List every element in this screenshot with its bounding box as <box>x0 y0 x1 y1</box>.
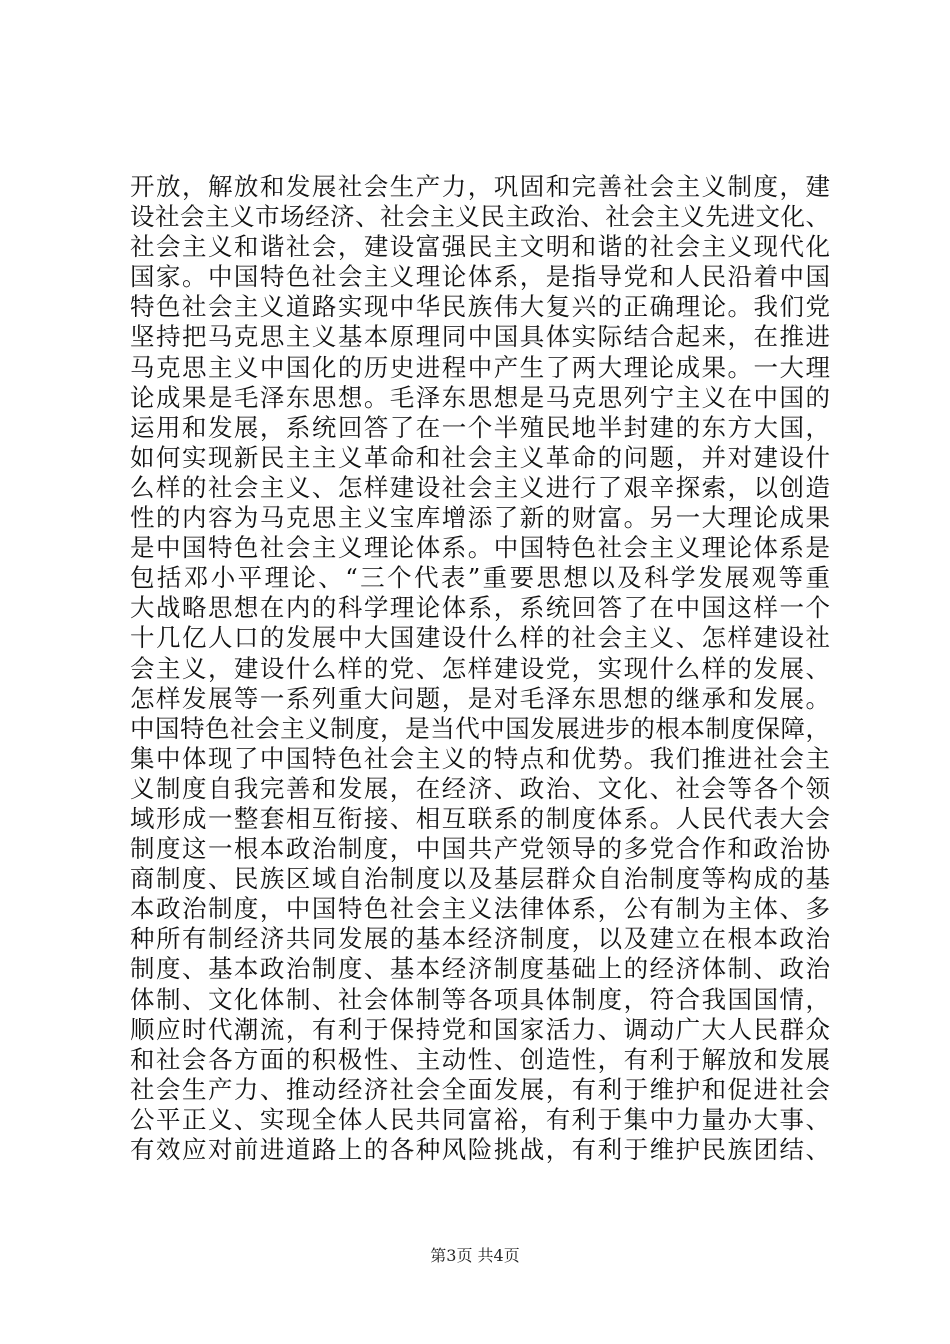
text-line: 包括邓小平理论、“三个代表”重要思想以及科学发展观等重 <box>130 563 830 593</box>
text-line: 本政治制度，中国特色社会主义法律体系，公有制为主体、多 <box>130 894 830 924</box>
text-line: 国家。中国特色社会主义理论体系，是指导党和人民沿着中国 <box>130 262 830 292</box>
text-line: 性的内容为马克思主义宝库增添了新的财富。另一大理论成果 <box>130 503 830 533</box>
text-line: 开放，解放和发展社会生产力，巩固和完善社会主义制度，建 <box>130 172 830 201</box>
text-line: 体制、文化体制、社会体制等各项具体制度，符合我国国情， <box>130 984 830 1014</box>
text-line: 公平正义、实现全体人民共同富裕，有利于集中力量办大事、 <box>130 1104 830 1134</box>
text-line: 制度这一根本政治制度，中国共产党领导的多党合作和政治协 <box>130 834 830 864</box>
text-line: 制度、基本政治制度、基本经济制度基础上的经济体制、政治 <box>130 954 830 984</box>
text-line: 和社会各方面的积极性、主动性、创造性，有利于解放和发展 <box>130 1044 830 1074</box>
page-footer: 第3页 共4页 <box>430 1246 520 1265</box>
text-line: 顺应时代潮流，有利于保持党和国家活力、调动广大人民群众 <box>130 1014 830 1044</box>
text-line: 集中体现了中国特色社会主义的特点和优势。我们推进社会主 <box>130 743 830 773</box>
text-line: 大战略思想在内的科学理论体系，系统回答了在中国这样一个 <box>130 593 830 623</box>
text-line: 社会生产力、推动经济社会全面发展，有利于维护和促进社会 <box>130 1074 830 1104</box>
text-line: 特色社会主义道路实现中华民族伟大复兴的正确理论。我们党 <box>130 292 830 322</box>
text-line: 商制度、民族区域自治制度以及基层群众自治制度等构成的基 <box>130 864 830 894</box>
text-line: 运用和发展，系统回答了在一个半殖民地半封建的东方大国， <box>130 412 830 442</box>
text-line: 社会主义和谐社会，建设富强民主文明和谐的社会主义现代化 <box>130 232 830 262</box>
text-line: 十几亿人口的发展中大国建设什么样的社会主义、怎样建设社 <box>130 623 830 653</box>
text-line: 是中国特色社会主义理论体系。中国特色社会主义理论体系是 <box>130 533 830 563</box>
text-line: 义制度自我完善和发展，在经济、政治、文化、社会等各个领 <box>130 773 830 803</box>
body-text <box>130 172 830 1165</box>
text-line: 如何实现新民主主义革命和社会主义革命的问题，并对建设什 <box>130 442 830 472</box>
text-line: 么样的社会主义、怎样建设社会主义进行了艰辛探索，以创造 <box>130 472 830 502</box>
text-line: 种所有制经济共同发展的基本经济制度，以及建立在根本政治 <box>130 924 830 954</box>
text-line: 坚持把马克思主义基本原理同中国具体实际结合起来，在推进 <box>130 322 830 352</box>
text-line: 中国特色社会主义制度，是当代中国发展进步的根本制度保障， <box>130 713 830 743</box>
text-line: 马克思主义中国化的历史进程中产生了两大理论成果。一大理 <box>130 352 830 382</box>
text-line: 设社会主义市场经济、社会主义民主政治、社会主义先进文化、 <box>130 202 830 232</box>
text-line: 有效应对前进道路上的各种风险挑战，有利于维护民族团结、 <box>130 1135 830 1164</box>
text-line: 论成果是毛泽东思想。毛泽东思想是马克思列宁主义在中国的 <box>130 382 830 412</box>
text-line: 会主义，建设什么样的党、怎样建设党，实现什么样的发展、 <box>130 653 830 683</box>
text-line: 域形成一整套相互衔接、相互联系的制度体系。人民代表大会 <box>130 803 830 833</box>
text-line: 怎样发展等一系列重大问题，是对毛泽东思想的继承和发展。 <box>130 683 830 713</box>
